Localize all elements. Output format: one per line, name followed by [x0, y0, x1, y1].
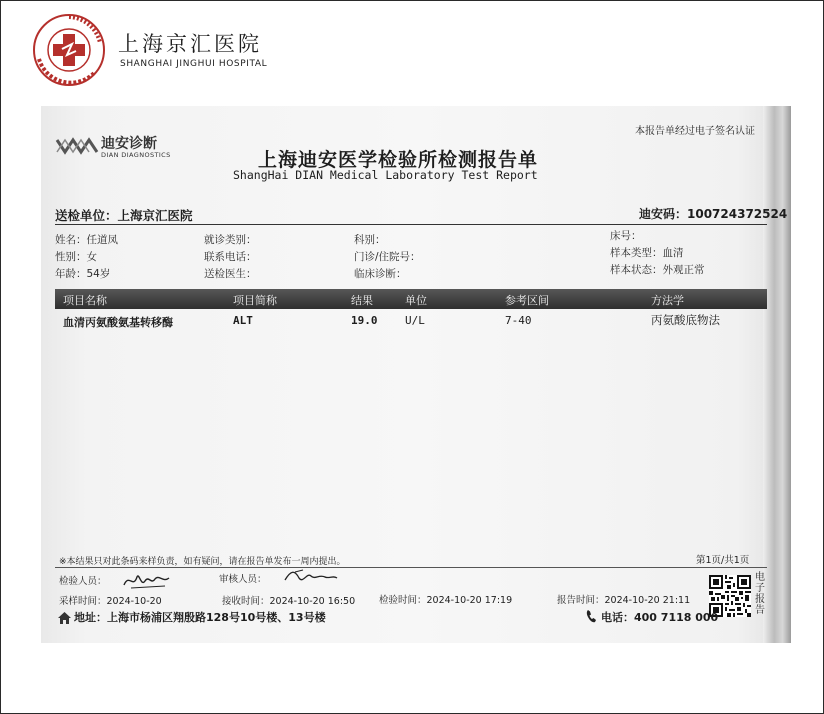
test-method: 丙氨酸底物法 — [651, 313, 720, 327]
test-range: 7-40 — [505, 314, 532, 327]
sample-status: 样本状态：外观正常 — [610, 264, 705, 276]
disclaimer: ※本结果只对此条码来样负责，如有疑问，请在报告单发布一周内提出。 — [59, 557, 346, 567]
table-header — [55, 289, 767, 309]
test-name: 血清丙氨酸氨基转移酶 — [63, 316, 173, 329]
patient-age: 年龄：54岁 — [55, 268, 111, 280]
lab-address: 地址：上海市杨浦区翔殷路128号10号楼、13号楼 — [74, 611, 326, 624]
lab-logo-en: DIAN DIAGNOSTICS — [101, 151, 171, 159]
patient-name: 姓名：任道凤 — [55, 234, 118, 246]
reviewer-label: 审核人员： — [219, 574, 267, 585]
patient-gender: 性别：女 — [55, 251, 97, 263]
dian-logo-icon — [55, 136, 99, 156]
test-result: 19.0 — [351, 314, 378, 327]
receive-time: 接收时间：2024-10-20 16:50 — [222, 596, 356, 607]
col-method: 方法学 — [651, 294, 684, 307]
contact-phone: 联系电话： — [204, 251, 257, 263]
dian-code: 迪安码：100724372524 — [639, 207, 788, 221]
hospital-name-cn: 上海京汇医院 — [118, 32, 262, 56]
home-icon — [58, 612, 71, 624]
lab-report-photo — [41, 106, 791, 643]
sender-unit: 送检单位：上海京汇医院 — [55, 208, 193, 223]
bed-number: 床号： — [610, 230, 642, 242]
tester-signature — [121, 569, 173, 591]
referring-doctor: 送检医生： — [204, 268, 257, 280]
sample-type: 样本类型：血清 — [610, 247, 684, 259]
visit-type: 就诊类别： — [204, 234, 257, 246]
col-unit: 单位 — [405, 294, 427, 307]
col-range: 参考区间 — [505, 294, 549, 307]
test-unit: U/L — [405, 314, 425, 327]
col-name: 项目名称 — [63, 294, 107, 307]
clinical-diagnosis: 临床诊断： — [354, 268, 407, 280]
test-time: 检验时间：2024-10-20 17:19 — [379, 595, 513, 606]
report-time: 报告时间：2024-10-20 21:11 — [557, 595, 691, 606]
test-abbr: ALT — [233, 314, 253, 327]
signature-note: 本报告单经过电子签名认证 — [635, 126, 755, 137]
paper-edge — [763, 106, 791, 643]
report-title-en: ShangHai DIAN Medical Laboratory Test Report — [233, 168, 538, 182]
department: 科别： — [354, 234, 386, 246]
sample-time: 采样时间：2024-10-20 — [59, 596, 162, 607]
phone-icon — [586, 609, 598, 623]
hospital-name-en: SHANGHAI JINGHUI HOSPITAL — [120, 59, 268, 69]
e-report-note: 电子报告 — [755, 572, 765, 616]
col-result: 结果 — [351, 294, 373, 307]
footer-divider — [55, 567, 767, 568]
report-title-cn: 上海迪安医学检验所检测报告单 — [258, 149, 539, 171]
clinic-number: 门诊/住院号： — [354, 251, 421, 263]
hospital-seal-logo — [32, 13, 106, 87]
lab-logo-cn: 迪安诊断 — [101, 136, 157, 152]
lab-phone: 电话：400 7118 000 — [601, 611, 719, 624]
col-abbr: 项目简称 — [233, 294, 277, 307]
page-number: 第1页/共1页 — [696, 555, 750, 566]
reviewer-signature — [281, 566, 339, 586]
divider — [55, 224, 767, 225]
tester-label: 检验人员： — [59, 576, 107, 587]
